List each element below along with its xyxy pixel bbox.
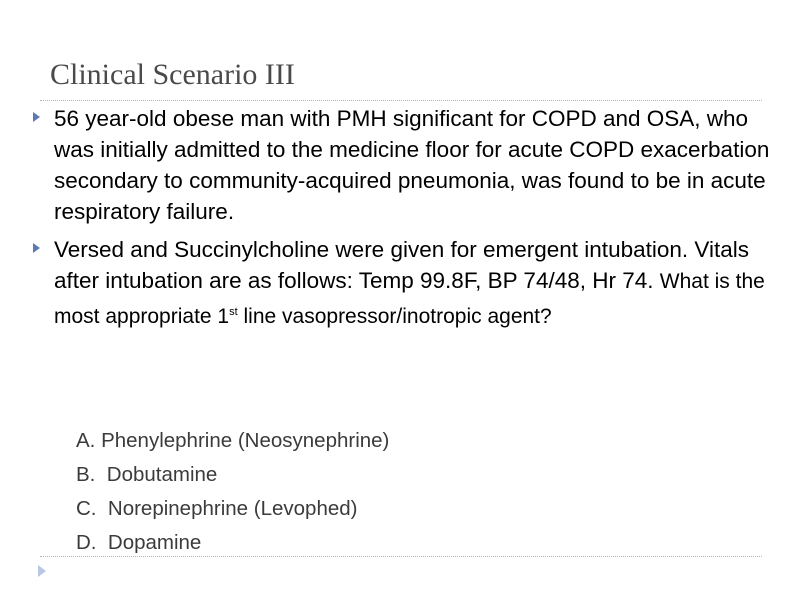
answer-option-a: A. Phenylephrine (Neosynephrine) <box>76 429 390 452</box>
question-superscript: st <box>229 306 238 318</box>
triangle-corner-icon <box>38 565 46 577</box>
bullet-item <box>30 103 770 227</box>
slide-title: Clinical Scenario III <box>50 58 295 91</box>
bullet-text <box>54 234 770 332</box>
answer-option-c: C. Norepinephrine (Levophed) <box>76 497 358 520</box>
triangle-bullet-icon <box>33 112 40 122</box>
bullet-item <box>30 234 770 332</box>
vitals-text: Versed and Succinylcholine were given for emergent intubation. Vitals after intubation are as follows: Temp 99.8F, BP 74/48, Hr 74. <box>54 237 749 293</box>
bullet-text: 56 year-old obese man with PMH significant for COPD and OSA, who was initially admitted to the medicine floor for acute COPD exacerbation secondary to community-acquired pneumonia, was found to be in acute respiratory failure. <box>54 106 770 224</box>
question-start: What is the most appropriate 1 <box>54 270 765 328</box>
bullet-list <box>30 103 770 339</box>
triangle-bullet-icon <box>33 243 40 253</box>
question-end: line vasopressor/inotropic agent? <box>237 305 552 328</box>
answer-options <box>76 424 389 560</box>
answer-option-d: D. Dopamine <box>76 531 202 554</box>
title-divider <box>40 100 762 101</box>
answer-option-b: B. Dobutamine <box>76 463 218 486</box>
footer-divider <box>40 556 762 557</box>
